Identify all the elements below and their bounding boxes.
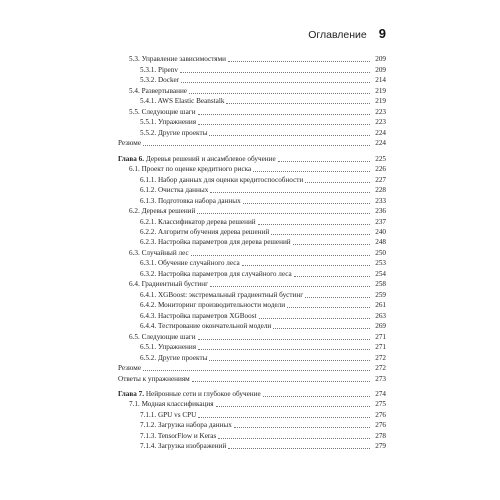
entry-text: Ответы к упражнениям bbox=[118, 374, 190, 383]
toc-entry-title bbox=[140, 76, 179, 85]
toc-entry-title bbox=[129, 108, 196, 117]
entry-text: 7.1.1. GPU vs CPU bbox=[140, 410, 197, 419]
toc-entry[interactable] bbox=[118, 321, 386, 331]
toc-entry-title bbox=[118, 155, 276, 164]
entry-text: 6.3.2. Настройка параметров для случайного леса bbox=[140, 269, 292, 278]
dot-leader bbox=[181, 82, 370, 83]
toc-page-number: 273 bbox=[375, 374, 386, 383]
entry-text: 6.3. Случайный лес bbox=[129, 248, 189, 257]
entry-text: 7.1.4. Загрузка изображений bbox=[140, 442, 227, 451]
toc-entry-title bbox=[129, 249, 189, 258]
entry-text: 6.4. Градиентный бустинг bbox=[129, 280, 209, 289]
toc-entry[interactable] bbox=[118, 85, 386, 95]
entry-text: 5.5.2. Другие проекты bbox=[140, 128, 208, 137]
dot-leader bbox=[180, 72, 370, 73]
toc-entry[interactable] bbox=[118, 300, 386, 310]
toc-entry[interactable] bbox=[118, 54, 386, 64]
toc-entry-title bbox=[140, 354, 207, 363]
toc-entry-title bbox=[129, 165, 251, 174]
toc-entry[interactable] bbox=[118, 106, 386, 116]
entry-text: 7.1.2. Загрузка набора данных bbox=[140, 421, 232, 430]
dot-leader bbox=[143, 370, 370, 371]
entry-text: 6.3.1. Обучение случайного леса bbox=[140, 259, 240, 268]
toc-entry[interactable] bbox=[118, 247, 386, 257]
entry-text: 7.1. Модная классификация bbox=[129, 400, 214, 409]
toc-page-number: 279 bbox=[375, 442, 386, 451]
toc-entry-title bbox=[118, 364, 141, 373]
dot-leader bbox=[198, 349, 370, 350]
toc-page-number: 214 bbox=[375, 76, 386, 85]
entry-text: Резюме bbox=[118, 364, 142, 373]
toc-page-number: 263 bbox=[375, 311, 386, 320]
toc-entry-title bbox=[140, 118, 196, 127]
toc-entry[interactable] bbox=[118, 117, 386, 127]
toc-page-number: 271 bbox=[375, 332, 386, 341]
page-header bbox=[118, 26, 386, 41]
toc-entry[interactable] bbox=[118, 138, 386, 148]
toc-page-number: 219 bbox=[375, 97, 386, 106]
entry-text: 5.3.1. Pipenv bbox=[140, 65, 178, 74]
dot-leader bbox=[209, 135, 370, 136]
toc-page-number: 254 bbox=[375, 269, 386, 278]
toc-entry[interactable] bbox=[118, 331, 386, 341]
entry-text: 5.4.1. AWS Elastic Beanstalk bbox=[140, 97, 225, 106]
dot-leader bbox=[228, 448, 370, 449]
toc-entry-title bbox=[140, 432, 216, 441]
toc-page-number: 271 bbox=[375, 343, 386, 352]
dot-leader bbox=[253, 171, 370, 172]
toc-entry-title bbox=[140, 228, 269, 237]
toc-entry-title bbox=[140, 301, 285, 310]
toc-entry-title bbox=[140, 411, 196, 420]
toc-entry-title bbox=[140, 176, 303, 185]
entry-text: 6.5. Следующие шаги bbox=[129, 332, 196, 341]
toc-page-number: 223 bbox=[375, 118, 386, 127]
dot-leader bbox=[305, 182, 370, 183]
entry-text: 6.2. Деревья решений bbox=[129, 207, 196, 216]
entry-text: Деревья решений и ансамблевое обучение bbox=[144, 154, 276, 163]
toc-entry-title bbox=[140, 291, 303, 300]
toc-page-number: 272 bbox=[375, 364, 386, 373]
toc-entry-title bbox=[140, 186, 208, 195]
toc-entry[interactable] bbox=[118, 389, 386, 399]
toc-entry[interactable] bbox=[118, 153, 386, 163]
toc-entry[interactable] bbox=[118, 75, 386, 85]
dot-leader bbox=[191, 255, 370, 256]
entry-text: Резюме bbox=[118, 139, 142, 148]
toc-entry-title bbox=[129, 333, 196, 342]
toc-entry-title bbox=[118, 139, 141, 148]
dot-leader bbox=[209, 360, 370, 361]
toc-page-number: 209 bbox=[375, 55, 386, 64]
toc-page-number: 228 bbox=[375, 186, 386, 195]
toc-entry-title bbox=[129, 207, 195, 216]
toc-page-number: 223 bbox=[375, 107, 386, 116]
dot-leader bbox=[258, 224, 370, 225]
toc-entry[interactable] bbox=[118, 164, 386, 174]
toc-page-number: 258 bbox=[375, 280, 386, 289]
toc-page-number: 272 bbox=[375, 353, 386, 362]
toc-page-number: 278 bbox=[375, 431, 386, 440]
toc-entry[interactable] bbox=[118, 227, 386, 237]
entry-text: 6.4.2. Мониторинг производительности модели bbox=[140, 301, 286, 310]
entry-text: 6.1.2. Очистка данных bbox=[140, 186, 209, 195]
entry-text: 6.1.3. Подготовка набора данных bbox=[140, 196, 241, 205]
toc-entry-title bbox=[129, 55, 226, 64]
dot-leader bbox=[218, 438, 370, 439]
dot-leader bbox=[294, 276, 370, 277]
toc-page-number: 236 bbox=[375, 207, 386, 216]
toc-entry-title bbox=[140, 238, 291, 247]
toc-entry-title bbox=[140, 129, 207, 138]
toc-page-number: 226 bbox=[375, 165, 386, 174]
toc-entry-title bbox=[140, 270, 292, 279]
dot-leader bbox=[287, 307, 370, 308]
toc-entry[interactable] bbox=[118, 174, 386, 184]
toc-entry[interactable] bbox=[118, 310, 386, 320]
toc-entry-title bbox=[129, 87, 187, 96]
toc-page-number: 237 bbox=[375, 217, 386, 226]
toc-entry[interactable] bbox=[118, 96, 386, 106]
toc-entry[interactable] bbox=[118, 195, 386, 205]
toc-entry[interactable] bbox=[118, 441, 386, 451]
toc-entry[interactable] bbox=[118, 268, 386, 278]
toc-page-number: 240 bbox=[375, 227, 386, 236]
dot-leader bbox=[242, 265, 370, 266]
toc-entry-title bbox=[140, 322, 271, 331]
toc-entry[interactable] bbox=[118, 352, 386, 362]
toc-page-number: 248 bbox=[375, 238, 386, 247]
entry-text: Нейронные сети и глубокое обучение bbox=[144, 390, 261, 398]
toc-entry-title bbox=[140, 259, 240, 268]
toc-page-number: 261 bbox=[375, 301, 386, 310]
toc-entry-title bbox=[129, 280, 208, 289]
running-title: Оглавление bbox=[308, 29, 367, 41]
dot-leader bbox=[143, 145, 370, 146]
toc-page-number: 224 bbox=[375, 128, 386, 137]
toc-page-number: 209 bbox=[375, 65, 386, 74]
toc-entry[interactable] bbox=[118, 363, 386, 373]
entry-text: 6.2.1. Классификатор дерева решений bbox=[140, 217, 256, 226]
dot-leader bbox=[228, 61, 370, 62]
toc-entry-title bbox=[140, 312, 257, 321]
toc-entry-title bbox=[140, 442, 226, 451]
dot-leader bbox=[192, 381, 370, 382]
toc-entry[interactable] bbox=[118, 237, 386, 247]
toc-entry-title bbox=[140, 197, 241, 206]
dot-leader bbox=[263, 396, 370, 397]
dot-leader bbox=[198, 339, 370, 340]
dot-leader bbox=[198, 124, 370, 125]
entry-text: 7.1.3. TensorFlow и Keras bbox=[140, 431, 217, 440]
dot-leader bbox=[243, 203, 370, 204]
dot-leader bbox=[197, 213, 370, 214]
toc-entry-title bbox=[118, 390, 261, 399]
toc-entry[interactable] bbox=[118, 399, 386, 409]
entry-text: 6.5.2. Другие проекты bbox=[140, 353, 208, 362]
toc-entry-title bbox=[140, 66, 178, 75]
entry-text: 5.3. Управление зависимостями bbox=[129, 55, 226, 64]
dot-leader bbox=[210, 286, 370, 287]
chapter-label: Глава 6. bbox=[118, 154, 145, 163]
entry-text: 6.1. Проект по оценке кредитного риска bbox=[129, 165, 252, 174]
toc-page-number: 276 bbox=[375, 410, 386, 419]
dot-leader bbox=[259, 318, 371, 319]
toc-entry-title bbox=[129, 400, 214, 409]
dot-leader bbox=[293, 244, 370, 245]
entry-text: 6.4.3. Настройка параметров XGBoost bbox=[140, 311, 257, 320]
toc-entry[interactable] bbox=[118, 258, 386, 268]
toc-entry[interactable] bbox=[118, 420, 386, 430]
toc-entry[interactable] bbox=[118, 279, 386, 289]
toc-page-number: 219 bbox=[375, 86, 386, 95]
toc-entry[interactable] bbox=[118, 64, 386, 74]
toc-entry[interactable] bbox=[118, 127, 386, 137]
entry-text: 6.5.1. Упражнения bbox=[140, 343, 197, 352]
entry-text: 5.4. Развертывание bbox=[129, 86, 187, 95]
toc-entry-title bbox=[140, 343, 196, 352]
dot-leader bbox=[210, 192, 370, 193]
entry-text: 6.4.1. XGBoost: экстремальный градиентный бустинг bbox=[140, 290, 304, 299]
toc-page-number: 269 bbox=[375, 322, 386, 331]
toc-entry[interactable] bbox=[118, 373, 386, 383]
toc-entry[interactable] bbox=[118, 216, 386, 226]
toc-entry[interactable] bbox=[118, 342, 386, 352]
dot-leader bbox=[278, 161, 370, 162]
entry-text: 6.4.4. Тестирование окончательной модели bbox=[140, 322, 272, 331]
dot-leader bbox=[198, 114, 370, 115]
toc-entry-title bbox=[118, 375, 190, 384]
toc-entry[interactable] bbox=[118, 289, 386, 299]
entry-text: 5.5. Следующие шаги bbox=[129, 107, 196, 116]
dot-leader bbox=[198, 417, 370, 418]
toc-entry[interactable] bbox=[118, 185, 386, 195]
dot-leader bbox=[271, 234, 370, 235]
dot-leader bbox=[216, 406, 370, 407]
toc-page-number: 253 bbox=[375, 259, 386, 268]
table-of-contents bbox=[118, 54, 386, 451]
toc-page-number: 274 bbox=[375, 390, 386, 398]
toc-page-number: 276 bbox=[375, 421, 386, 430]
entry-text: 6.2.2. Алгоритм обучения дерева решений bbox=[140, 227, 270, 236]
dot-leader bbox=[305, 297, 370, 298]
toc-page-number: 224 bbox=[375, 139, 386, 148]
dot-leader bbox=[189, 93, 370, 94]
toc-entry-title bbox=[140, 97, 224, 106]
toc-page-number: 250 bbox=[375, 248, 386, 257]
toc-page-number: 233 bbox=[375, 196, 386, 205]
toc-page-number: 227 bbox=[375, 175, 386, 184]
toc-page-number: 275 bbox=[375, 400, 386, 409]
toc-entry[interactable] bbox=[118, 206, 386, 216]
dot-leader bbox=[226, 103, 370, 104]
toc-page-number: 225 bbox=[375, 154, 386, 163]
chapter-label: Глава 7. bbox=[118, 390, 145, 398]
dot-leader bbox=[234, 427, 370, 428]
page-number: 9 bbox=[378, 26, 386, 41]
toc-entry-title bbox=[140, 218, 256, 227]
toc-entry-title bbox=[140, 421, 232, 430]
toc-page-number: 259 bbox=[375, 290, 386, 299]
toc-entry[interactable] bbox=[118, 409, 386, 419]
entry-text: 6.2.3. Настройка параметров для дерева решений bbox=[140, 238, 291, 247]
entry-text: 6.1.1. Набор данных для оценки кредитоспособности bbox=[140, 175, 304, 184]
entry-text: 5.5.1. Упражнения bbox=[140, 118, 197, 127]
toc-entry[interactable] bbox=[118, 430, 386, 440]
entry-text: 5.3.2. Docker bbox=[140, 76, 180, 85]
dot-leader bbox=[273, 328, 370, 329]
